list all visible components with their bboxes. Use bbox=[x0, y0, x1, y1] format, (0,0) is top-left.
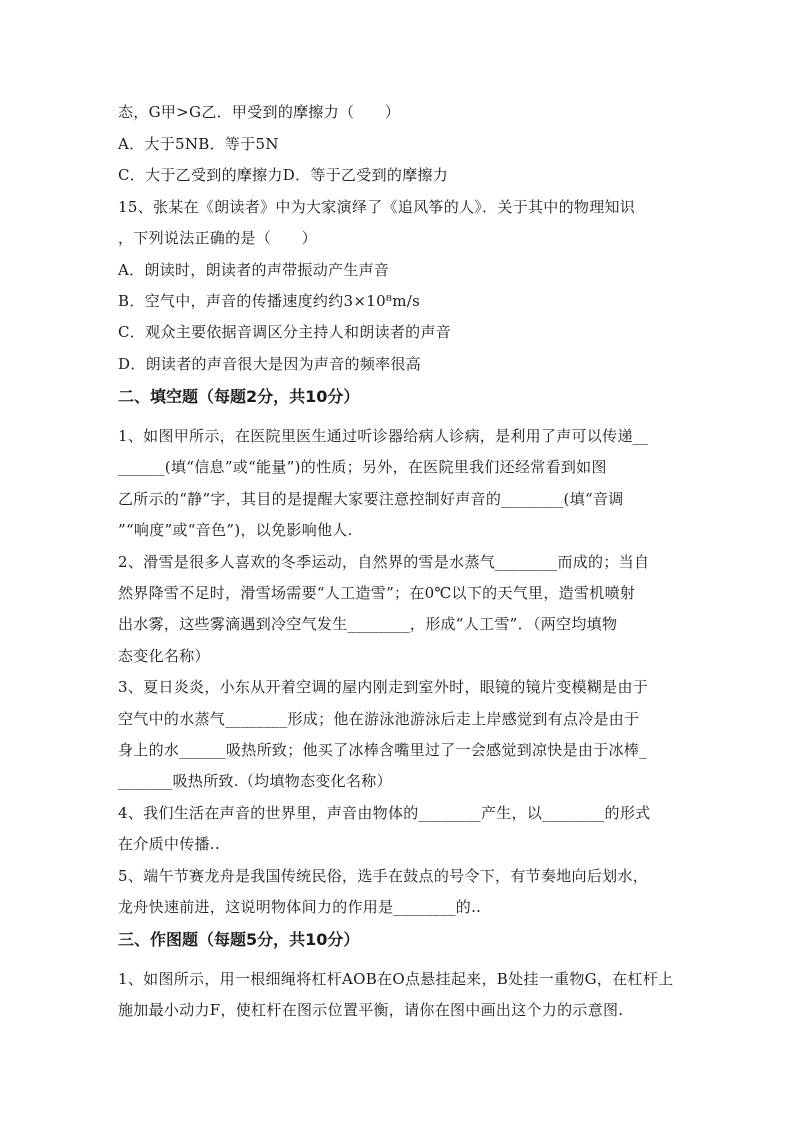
s2-q3-line4: _______吸热所致.（均填物态变化名称） bbox=[118, 772, 392, 790]
s2-q2-line1: 2、滑雪是很多人喜欢的冬季运动，自然界的雪是水蒸气________而成的；当自 bbox=[118, 553, 650, 571]
s2-q5-line2: 龙舟快速前进，这说明物体间力的作用是________的.. bbox=[118, 898, 482, 916]
s2-q3-line3: 身上的水______吸热所致；他买了冰棒含嘴里过了一会感觉到凉快是由于冰棒_ bbox=[118, 741, 647, 759]
s2-q3-line2: 空气中的水蒸气________形成；他在游泳池游泳后走上岸感觉到有点冷是由于 bbox=[118, 710, 640, 728]
q15-option-c: C．观众主要依据音调区分主持人和朗读者的声音 bbox=[118, 323, 452, 341]
q15-option-a: A．朗读时，朗读者的声带振动产生声音 bbox=[118, 261, 390, 279]
s2-q2-line2: 然界降雪不足时，滑雪场需要“人工造雪”；在0℃以下的天气里，造雪机喷射 bbox=[118, 584, 636, 602]
s2-q2-line4: 态变化名称） bbox=[118, 647, 210, 665]
s2-q4-line2: 在介质中传播.. bbox=[118, 835, 220, 853]
q15-stem-line1: 15、张某在《朗读者》中为大家演绎了《追风筝的人》．关于其中的物理知识 bbox=[118, 198, 636, 216]
section-2-heading: 二、填空题（每题2分，共10分） bbox=[118, 387, 360, 406]
s2-q4-line1: 4、我们生活在声音的世界里，声音由物体的________产生，以________的形式 bbox=[118, 804, 651, 822]
s2-q1-line4: ”“响度”或“音色”)，以免影响他人. bbox=[118, 521, 353, 539]
s2-q2-line3: 出水雾，这些雾滴遇到冷空气发生________，形成“人工雪”．（两空均填物 bbox=[118, 615, 618, 633]
q15-option-d: D．朗读者的声音很大是因为声音的频率很高 bbox=[118, 355, 422, 373]
q14-options-ab: A．大于5NB．等于5N bbox=[118, 135, 279, 153]
s3-q1-line2: 施加最小动力F，使杠杆在图示位置平衡，请你在图中画出这个力的示意图. bbox=[118, 1001, 624, 1019]
section-3-heading: 三、作图题（每题5分，共10分） bbox=[118, 930, 360, 949]
s2-q1-line2: ______(填“信息”或“能量”)的性质；另外，在医院里我们还经常看到如图 bbox=[118, 458, 607, 476]
s2-q3-line1: 3、夏日炎炎，小东从开着空调的屋内刚走到室外时，眼镜的镜片变模糊是由于 bbox=[118, 678, 649, 696]
s2-q5-line1: 5、端午节赛龙舟是我国传统民俗，选手在鼓点的号令下，有节奏地向后划水， bbox=[118, 867, 649, 885]
s2-q1-line1: 1、如图甲所示，在医院里医生通过听诊器给病人诊病，是利用了声可以传递__ bbox=[118, 427, 649, 445]
q15-stem-line2: ，下列说法正确的是（ ） bbox=[118, 229, 317, 247]
s2-q1-line3: 乙所示的“静”字，其目的是提醒大家要注意控制好声音的________(填“音调 bbox=[118, 490, 624, 508]
s3-q1-line1: 1、如图所示，用一根细绳将杠杆AOB在O点悬挂起来，B处挂一重物G，在杠杆上 bbox=[118, 970, 674, 988]
q14-stem-continuation: 态，G甲>G乙．甲受到的摩擦力（ ） bbox=[118, 103, 401, 121]
q15-option-b: B．空气中，声音的传播速度约约3×10⁸m/s bbox=[118, 292, 421, 310]
q14-options-cd: C．大于乙受到的摩擦力D．等于乙受到的摩擦力 bbox=[118, 166, 449, 184]
